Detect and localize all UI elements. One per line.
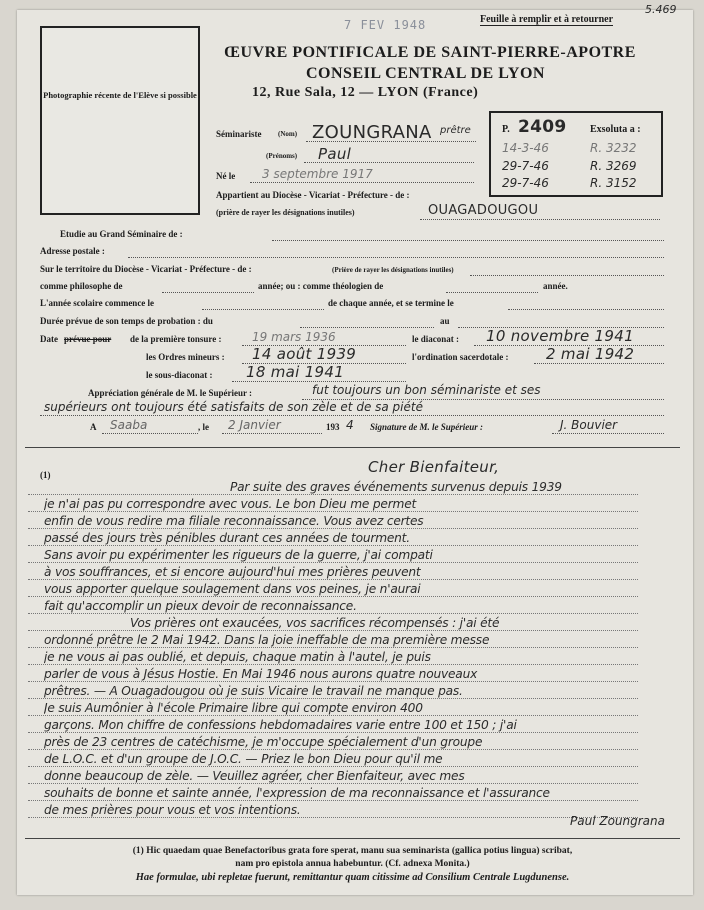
date-label: Date [40, 334, 58, 344]
appreciation-label: Appréciation générale de M. le Supérieur : [88, 388, 253, 398]
nom-label: (Nom) [278, 130, 298, 138]
exsoluta-date-1: 14-3-46 [502, 141, 549, 155]
ordination-line [534, 363, 664, 364]
adresse-label: Adresse postale : [40, 246, 105, 256]
photo-caption: Photographie récente de l'Elève si possible [43, 90, 197, 100]
letter-ruling [28, 817, 638, 818]
letter-line: garçons. Mon chiffre de confessions hebdomadaires varie entre 100 et 150 ; j'ai [44, 718, 517, 732]
prier-label: (prière de rayer les désignations inutiles) [216, 208, 355, 217]
letter-line: vous apporter quelque soulagement dans vos peines, je n'aurai [44, 582, 421, 596]
probation-label: Durée prévue de son temps de probation : du [40, 316, 213, 326]
premiere-tonsure-label: de la première tonsure : [130, 334, 222, 344]
annee-ou-label: année; ou : comme théologien de [258, 281, 384, 291]
prevue-pour-label: prévue pour [64, 334, 112, 344]
letter-line: de L.O.C. et d'un groupe de J.O.C. — Priez le bon Dieu pour qu'il me [44, 752, 443, 766]
date-stamp: 7 FEV 1948 [344, 18, 427, 32]
theologien-line [446, 292, 538, 293]
letter-line: prêtres. — A Ouagadougou où je suis Vicaire le travail ne manque pas. [44, 684, 463, 698]
appartient-label: Appartient au Diocèse - Vicariat - Préfecture - de : [216, 190, 410, 200]
letter-note-marker: (1) [40, 470, 51, 480]
diocese-line [420, 219, 660, 220]
letter-line: ordonné prêtre le 2 Mai 1942. Dans la joie ineffable de ma première messe [44, 633, 490, 647]
letter-ruling [28, 749, 638, 750]
signature-line [552, 433, 664, 434]
ne-label: Né le [216, 171, 236, 181]
letter-line: Je suis Aumônier à l'école Primaire libre qui compte environ 400 [44, 701, 423, 715]
etudie-line [272, 240, 664, 241]
letter-line: fait qu'accomplir un pieux devoir de reconnaissance. [44, 599, 357, 613]
letter-line: de mes prières pour vous et vos intentions. [44, 803, 301, 817]
letter-line: passé des jours très pénibles durant ces années de tourment. [44, 531, 410, 545]
letter-ruling [28, 630, 638, 631]
photo-box [40, 26, 200, 215]
diocese-value: OUAGADOUGOU [428, 203, 539, 218]
letter-ruling [28, 783, 638, 784]
ne-value: 3 septembre 1917 [262, 167, 373, 181]
exsoluta-ref-3: R. 3152 [590, 176, 637, 190]
letter-line: je n'ai pas pu correspondre avec vous. Le bon Dieu me permet [44, 497, 417, 511]
chaque-annee-label: de chaque année, et se termine le [328, 298, 454, 308]
scolaire-start-line [202, 309, 324, 310]
letter-ruling [28, 800, 638, 801]
header-council: CONSEIL CENTRAL DE LYON [306, 65, 545, 82]
appreciation-value-2: supérieurs ont toujours été satisfaits de son zèle et de sa piété [44, 400, 423, 414]
letter-line: je ne vous ai pas oublié, et depuis, chaque matin à l'autel, je puis [44, 650, 431, 664]
letter-ruling [28, 613, 638, 614]
p-value: 2409 [518, 117, 567, 137]
letter-ruling [28, 596, 638, 597]
signature-label: Signature de M. le Supérieur : [370, 422, 484, 432]
letter-ruling [28, 766, 638, 767]
letter-line: Par suite des graves événements survenus depuis 1939 [230, 480, 562, 494]
feuille-note: Feuille à remplir et à retourner [480, 14, 614, 25]
appreciation-value-1: fut toujours un bon séminariste et ses [312, 383, 541, 397]
letter-ruling [28, 579, 638, 580]
letter-line: enfin de vous redire ma filiale reconnaissance. Vous avez certes [44, 514, 424, 528]
letter-ruling [28, 732, 638, 733]
letter-line: parler de vous à Jésus Hostie. En Mai 1946 nous aurons quatre nouveaux [44, 667, 478, 681]
diaconat-label: le diaconat : [412, 334, 459, 344]
ne-line [250, 182, 474, 183]
le-value: 2 Janvier [228, 418, 281, 432]
letter-ruling [28, 715, 638, 716]
letter-line: souhaits de bonne et sainte année, l'expression de ma reconnaissance et l'assurance [44, 786, 550, 800]
sous-diaconat-line [232, 381, 406, 382]
nom-value: ZOUNGRANA [312, 122, 432, 143]
le-line [222, 433, 322, 434]
exsoluta-date-2: 29-7-46 [502, 159, 549, 173]
exsoluta-label: Exsoluta a : [590, 124, 641, 135]
letter-line: près de 23 centres de catéchisme, je m'occupe spécialement d'un groupe [44, 735, 483, 749]
sous-diaconat-label: le sous-diaconat : [146, 370, 213, 380]
letter-ruling [28, 698, 638, 699]
territoire-line [470, 275, 664, 276]
territoire-label: Sur le territoire du Diocèse - Vicariat - Préfecture - de : [40, 264, 252, 274]
a-line [102, 433, 198, 434]
sous-diaconat-value: 18 mai 1941 [246, 363, 345, 381]
prenoms-value: Paul [318, 145, 352, 163]
ordres-value: 14 août 1939 [252, 345, 357, 363]
signature-value: J. Bouvier [560, 418, 618, 432]
prenoms-label: (Prénoms) [266, 152, 298, 160]
territoire-note: (Prière de rayer les désignations inutiles) [332, 266, 454, 274]
diaconat-value: 10 novembre 1941 [486, 327, 634, 345]
a-value: Saaba [110, 418, 148, 432]
letter-ruling [28, 664, 638, 665]
philosophe-label: comme philosophe de [40, 281, 123, 291]
letter-ruling [28, 681, 638, 682]
letter-line: à vos souffrances, et si encore aujourd'hui mes prières peuvent [44, 565, 421, 579]
letter-ruling [28, 511, 638, 512]
scolaire-end-line [508, 309, 664, 310]
header-title: ŒUVRE PONTIFICALE DE SAINT-PIERRE-APOTRE [224, 44, 636, 61]
letter-signature: Paul Zoungrana [570, 814, 665, 828]
ordres-mineurs-label: les Ordres mineurs : [146, 352, 225, 362]
exsoluta-ref-1: R. 3232 [590, 141, 637, 155]
letter-ruling [28, 562, 638, 563]
appreciation-line-2 [40, 415, 664, 416]
header-address: 12, Rue Sala, 12 — LYON (France) [252, 85, 479, 100]
adresse-line [128, 257, 664, 258]
letter-line: Vos prières ont exaucées, vos sacrifices récompensés : j'ai été [130, 616, 500, 630]
p-label: P. [502, 124, 510, 135]
ordination-label: l'ordination sacerdotale : [412, 352, 509, 362]
seminariste-label: Séminariste [216, 129, 262, 139]
annee-label: année. [543, 281, 568, 291]
year-prefix: 193 [326, 422, 340, 432]
letter-ruling [28, 528, 638, 529]
le-label: , le [198, 422, 209, 432]
ordination-value: 2 mai 1942 [546, 345, 635, 363]
letter-line: Sans avoir pu expérimenter les rigueurs de la guerre, j'ai compati [44, 548, 433, 562]
letter-ruling [28, 494, 638, 495]
year-value: 4 [346, 418, 354, 432]
probation-from-line [300, 327, 434, 328]
letter-ruling [28, 647, 638, 648]
etudie-label: Etudie au Grand Séminaire de : [60, 229, 183, 239]
scolaire-label: L'année scolaire commence le [40, 298, 155, 308]
tonsure-value: 19 mars 1936 [252, 330, 336, 344]
footer-latin-2: nam pro epistola annua habebuntur. (Cf. adnexa Monita.) [235, 859, 470, 869]
exsoluta-ref-2: R. 3269 [590, 159, 637, 173]
philosophe-line [162, 292, 254, 293]
exsoluta-date-3: 29-7-46 [502, 176, 549, 190]
a-label: A [90, 422, 97, 432]
footer-latin-1: (1) Hic quaedam quae Benefactoribus grata fore sperat, manu sua seminarista (gallica potius lingua) scribat, [132, 846, 573, 856]
letter-salutation: Cher Bienfaiteur, [368, 458, 500, 476]
au-label: au [440, 316, 450, 326]
footer-latin-3: Hae formulae, ubi repletae fuerunt, remittantur quam citissime ad Consilium Centrale Lugdunense. [135, 872, 570, 883]
letter-ruling [28, 545, 638, 546]
letter-line: donne beaucoup de zèle. — Veuillez agréer, cher Bienfaiteur, avec mes [44, 769, 465, 783]
reference-number: 5.469 [645, 3, 677, 16]
pretre-note: prêtre [440, 125, 471, 136]
